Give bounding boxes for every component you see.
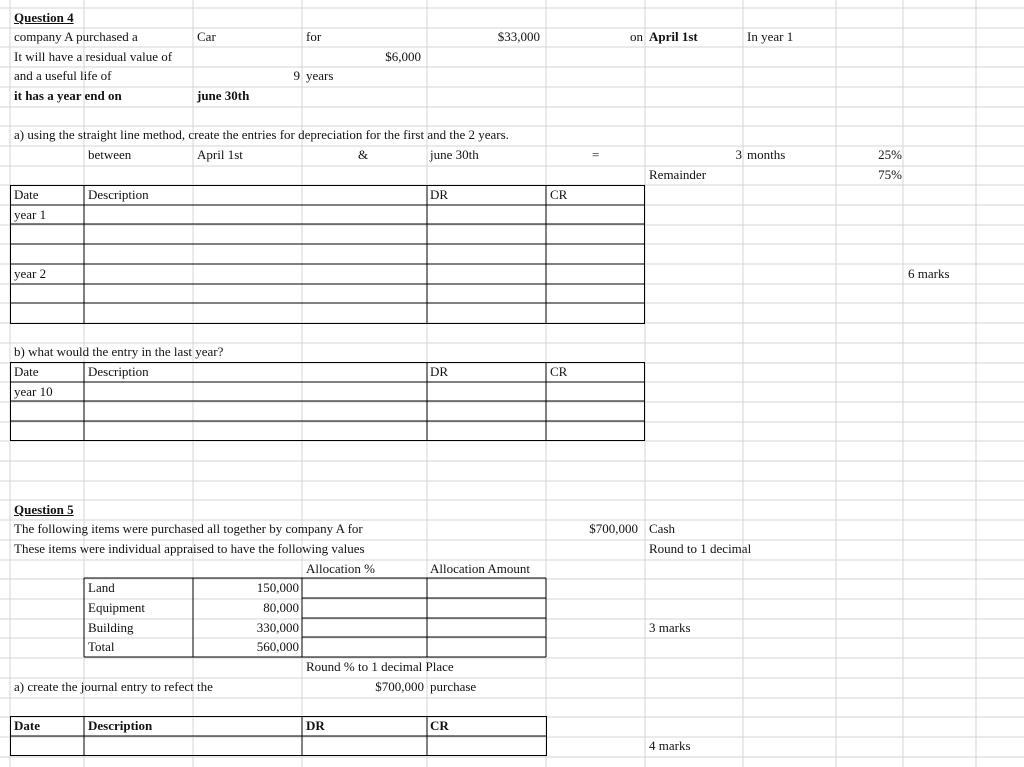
q4-part-b-instruction: b) what would the entry in the last year? [14, 344, 224, 359]
q4-on: on [630, 29, 643, 44]
q4-asset: Car [197, 29, 216, 44]
q4-months-count: 3 [735, 147, 742, 162]
question-4-title: Question 4 [14, 10, 74, 25]
q5-round-pct-note: Round % to 1 decimal Place [306, 659, 454, 674]
q4-year-end-text: it has a year end on [14, 88, 122, 103]
q5-item-total: Total [88, 639, 115, 654]
q4-in-year: In year 1 [747, 29, 794, 44]
q4-between: between [88, 147, 132, 162]
q5-item-equipment-value: 80,000 [263, 600, 299, 615]
q4-for: for [306, 29, 322, 44]
q5-header-date: Date [14, 718, 40, 733]
q4-pct-first-year: 25% [878, 147, 902, 162]
q4-months-label: months [747, 147, 786, 162]
q5-item-land: Land [88, 580, 115, 595]
q4-years: years [306, 68, 334, 83]
q5-purchase-amount-2: $700,000 [375, 679, 424, 694]
q5-intro-line-2: These items were individual appraised to have the following values [14, 541, 365, 556]
q4b-header-dr: DR [430, 364, 449, 379]
q5-intro-line-1: The following items were purchased all together by company A for [14, 521, 363, 536]
q4-header-cr: CR [550, 187, 568, 202]
q4-remainder: Remainder [649, 167, 707, 182]
q4-header-dr: DR [430, 187, 449, 202]
q5-purchase-word: purchase [430, 679, 477, 694]
q4-to-date: june 30th [430, 147, 479, 162]
q5-header-allocation-pct: Allocation % [306, 561, 375, 576]
q5-item-land-value: 150,000 [256, 580, 299, 595]
q5-header-dr: DR [306, 718, 325, 733]
q5-item-building: Building [88, 620, 134, 635]
q4-header-date: Date [14, 187, 39, 202]
q4-purchase-text: company A purchased a [14, 29, 138, 44]
q4-equals: = [592, 147, 600, 162]
q4-pct-remainder: 75% [878, 167, 902, 182]
q5-item-building-value: 330,000 [256, 620, 299, 635]
q4-row-year-2: year 2 [14, 266, 47, 281]
q5-item-equipment: Equipment [88, 600, 146, 615]
q4-purchase-date: April 1st [649, 29, 698, 44]
q5-cash: Cash [649, 521, 675, 536]
q5-marks-4: 4 marks [649, 738, 691, 753]
q4b-header-description: Description [88, 364, 149, 379]
q4-year-end-date: june 30th [197, 88, 250, 103]
q4-useful-life-value: 9 [293, 68, 300, 83]
q4-header-description: Description [88, 187, 149, 202]
q4b-header-cr: CR [550, 364, 568, 379]
q5-header-cr: CR [430, 718, 449, 733]
q4-residual-text: It will have a residual value of [14, 49, 173, 64]
q4-ampersand: & [358, 147, 369, 162]
q5-item-total-value: 560,000 [256, 639, 299, 654]
q5-round-note: Round to 1 decimal [649, 541, 752, 556]
q4-useful-life-text: and a useful life of [14, 68, 112, 83]
q4-row-year-10: year 10 [14, 384, 53, 399]
q4-row-year-1: year 1 [14, 207, 47, 222]
q4-from-date: April 1st [197, 147, 243, 162]
q4b-header-date: Date [14, 364, 39, 379]
q5-header-allocation-amount: Allocation Amount [430, 561, 531, 576]
q5-part-a-instruction: a) create the journal entry to refect the [14, 679, 213, 694]
q5-marks-3: 3 marks [649, 620, 691, 635]
q5-header-description: Description [88, 718, 153, 733]
question-5-title: Question 5 [14, 502, 74, 517]
q4-cost: $33,000 [497, 29, 540, 44]
q4-residual-value: $6,000 [385, 49, 421, 64]
q5-purchase-amount: $700,000 [589, 521, 638, 536]
q4-marks-a: 6 marks [908, 266, 950, 281]
q4-part-a-instruction: a) using the straight line method, create the entries for depreciation for the first and the 2 years. [14, 127, 509, 142]
